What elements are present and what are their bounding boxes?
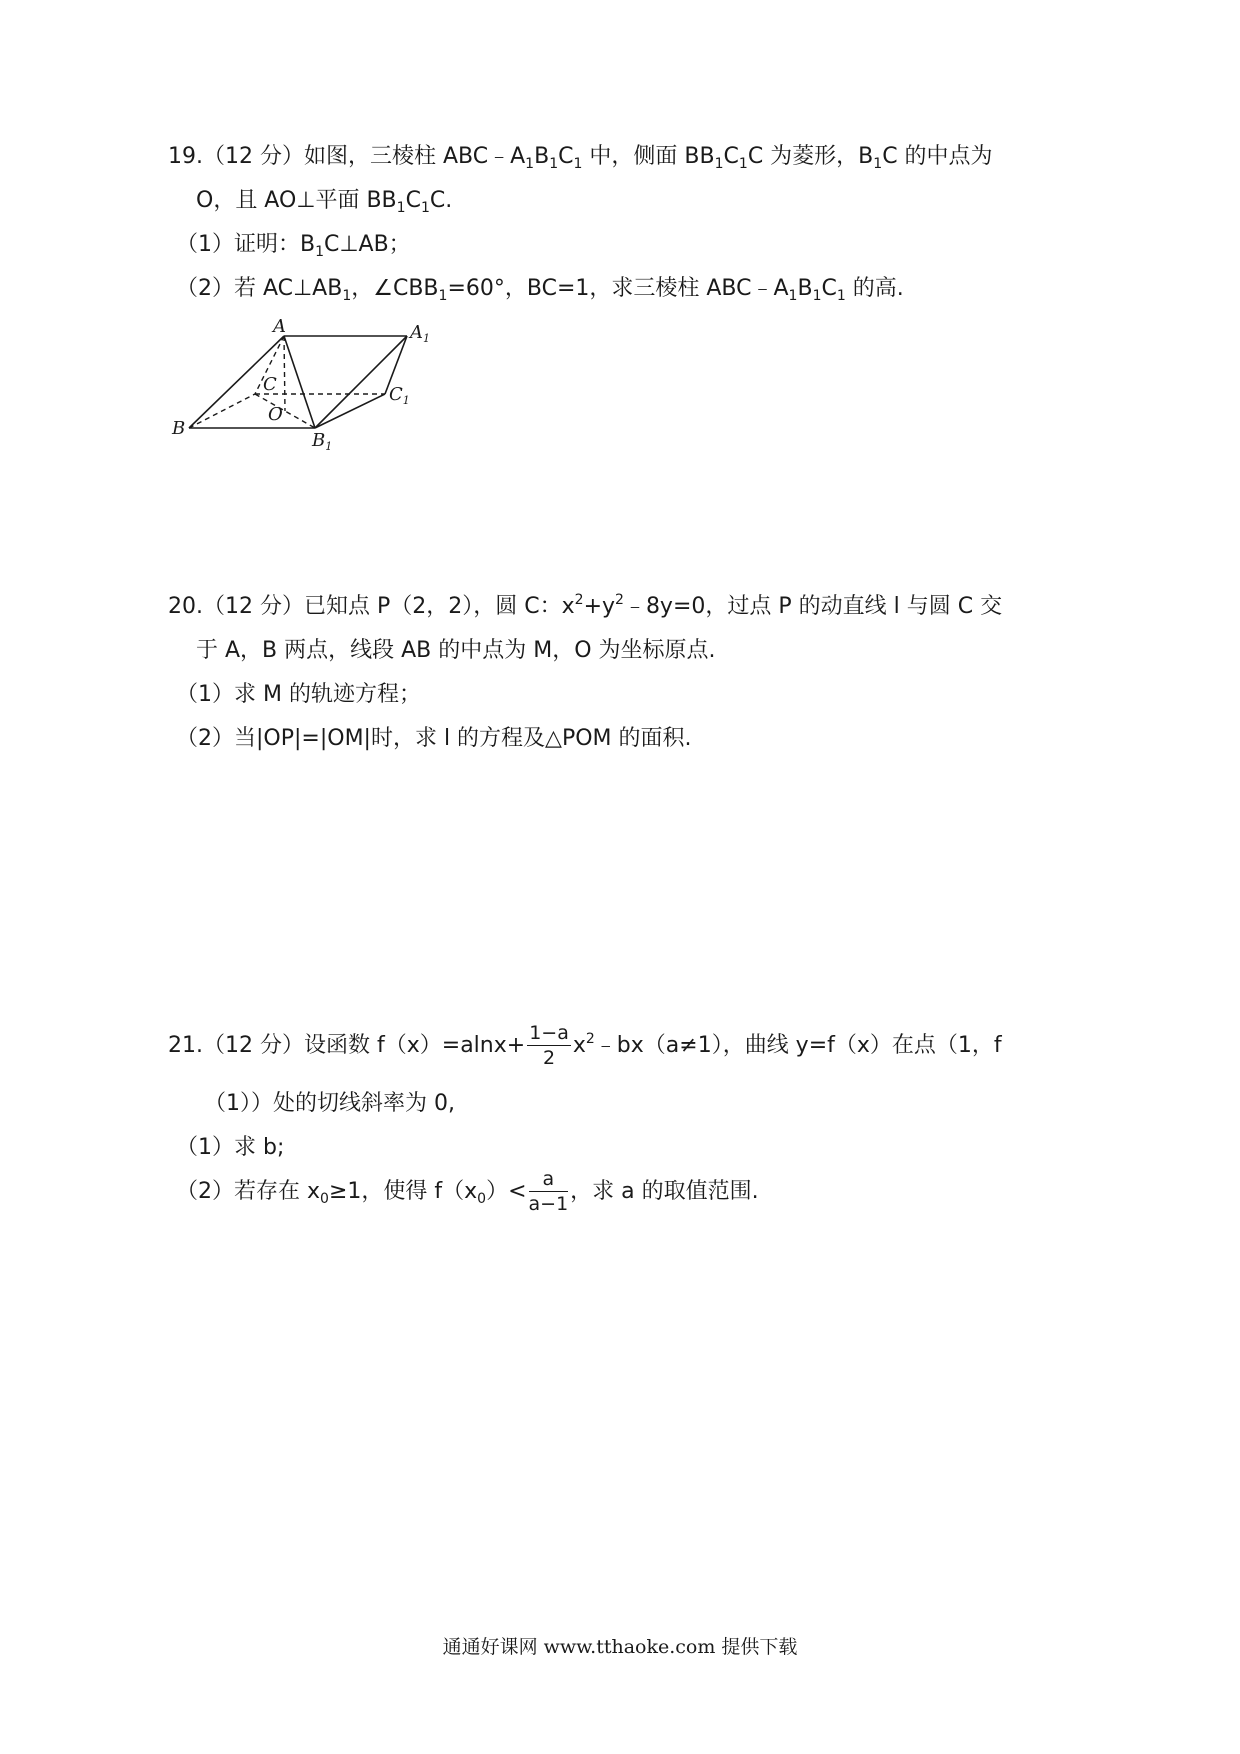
q21-line2: （1））处的切线斜率为 0, [204, 1091, 455, 1116]
edge-C1-B1 [315, 394, 385, 428]
q19-line1: 19.（12 分）如图，三棱柱 $ABC﹣A_1B_1C_1$ 中，侧面 $BB_1C_1C$ 为菱形，$B_1C$ 的中点为 [168, 144, 993, 172]
label-O: O [268, 404, 283, 425]
label-B: B [172, 418, 186, 439]
label-C: C [263, 374, 277, 395]
edge-A1-B1 [315, 336, 407, 428]
q20-line2: 于 A，B 两点，线段 AB 的中点为 M，O 为坐标原点. [196, 638, 716, 663]
label-A1: $A_1$ [410, 322, 430, 345]
q20-line1: 20.（12 分）已知点 P（2，2），圆 C：$x^2+y^2﹣8y=0$，过点 P 的动直线 l 与圆 C 交 [168, 592, 1003, 619]
label-B1: $B_1$ [312, 430, 333, 453]
edge-A-B1 [284, 336, 315, 428]
q19-part2: （2）若 $AC\perp AB_1$，$\angle CBB_1=60^\circ$，BC=1，求三棱柱 $ABC﹣A_1B_1C_1$ 的高. [176, 276, 904, 304]
q20-part2: （2）当|OP|=|OM|时，求 l 的方程及△POM 的面积. [176, 726, 692, 751]
prism-figure [160, 310, 460, 460]
q21-part2: （2）若存在 $x_0\ge 1$，使得 $f(x_0)<$ $\frac{a}{a-1}$ ，求 a 的取值范围. [176, 1168, 759, 1215]
q21-part1: （1）求 b; [176, 1135, 285, 1160]
q19-line2: O，且 AO⊥平面 $BB_1C_1C$. [196, 188, 453, 216]
q20-part1: （1）求 M 的轨迹方程； [176, 682, 421, 707]
edge-B-C [189, 394, 255, 428]
fraction-1-minus-a-over-2: $\frac{1-a}{2}$ [529, 1022, 569, 1069]
q19-part1: （1）证明：$B_1C\perp AB$； [176, 232, 411, 260]
fraction-a-over-a-minus-1: $\frac{a}{a-1}$ [528, 1168, 569, 1215]
page-footer: 通通好课网 www.tthaoke.com 提供下载 [442, 1636, 798, 1658]
q21-line1: 21.（12 分）设函数 f（x）=alnx+ $\frac{1-a}{2}$ $x^2﹣bx(a\ne 1)$，曲线 y=f（x）在点（1，f [168, 1022, 1002, 1069]
label-C1: $C_1$ [389, 384, 410, 407]
label-A: A [273, 316, 286, 337]
edge-A-O [284, 336, 285, 411]
